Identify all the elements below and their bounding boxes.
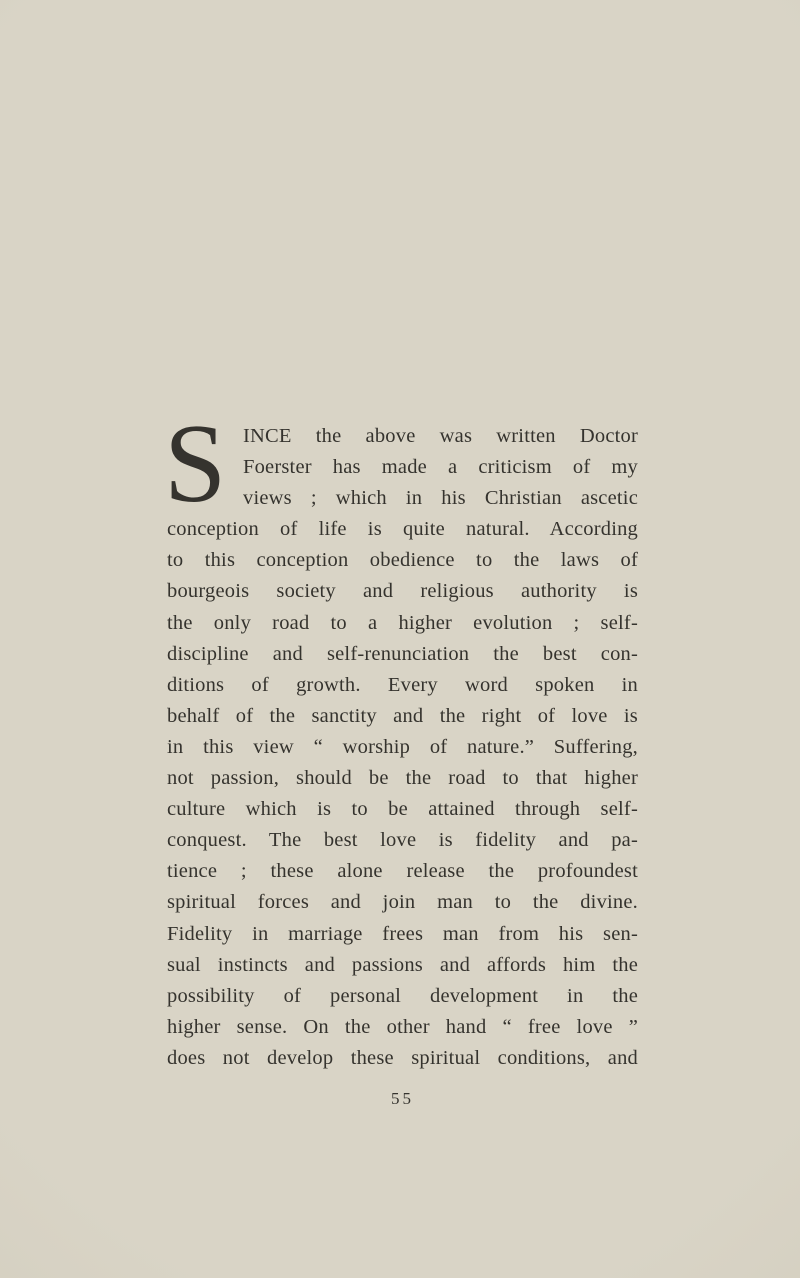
text-line: discipline and self-renunciation the best con- <box>167 642 638 665</box>
text-line: conquest. The best love is fidelity and pa- <box>167 829 638 852</box>
text-line: behalf of the sanctity and the right of love is <box>167 704 638 727</box>
text-line: sual instincts and passions and affords him the <box>167 953 638 976</box>
text-line: to this conception obedience to the laws of <box>167 549 638 572</box>
paragraph <box>164 402 638 1074</box>
text-line: bourgeois society and religious authority is <box>167 580 638 603</box>
text-line: tience ; these alone release the profoundest <box>167 860 638 883</box>
text-line: does not develop these spiritual conditions, and <box>167 1046 638 1069</box>
text-line: Foerster has made a criticism of my <box>243 456 638 479</box>
text-line: INCE the above was written Doctor <box>243 425 638 447</box>
text-line: ditions of growth. Every word spoken in <box>167 673 638 696</box>
text-line: possibility of personal development in the <box>167 984 638 1007</box>
paragraph-full-lines <box>167 514 638 1074</box>
text-line: spiritual forces and join man to the divine. <box>167 891 638 914</box>
text-line: views ; which in his Christian ascetic <box>243 487 638 510</box>
text-line: higher sense. On the other hand “ free love ” <box>167 1015 638 1038</box>
paragraph-indented-lines <box>243 421 638 514</box>
text-line: Fidelity in marriage frees man from his sen- <box>167 922 638 945</box>
drop-cap: S <box>164 402 227 526</box>
page-number: 55 <box>391 1089 414 1108</box>
text-line: culture which is to be attained through self- <box>167 798 638 821</box>
text-line: in this view “ worship of nature.” Suffering, <box>167 735 638 758</box>
text-line: the only road to a higher evolution ; self- <box>167 611 638 634</box>
text-line: conception of life is quite natural. According <box>167 518 638 541</box>
text-line: not passion, should be the road to that higher <box>167 767 638 790</box>
